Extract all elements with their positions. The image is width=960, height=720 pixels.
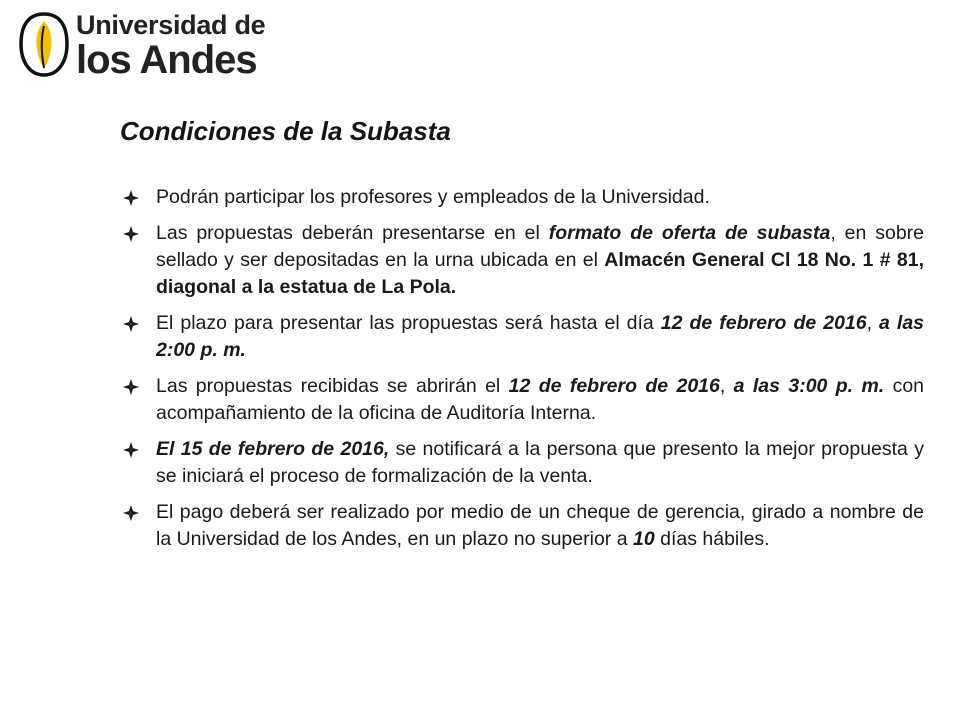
bullet-text [156,373,924,427]
bullet-text-segment: , [866,312,880,334]
bullet-text-segment: 10 [632,528,655,550]
logo-text-line1: Universidad de [76,10,266,40]
bullet-item [120,184,924,211]
bullet-text-segment: se notificará a la persona que presento la mejor propuesta y se iniciará el proceso de formalización de la venta. [156,438,924,487]
bullet-text-segment: formato de oferta de subasta [548,222,831,244]
diamond-bullet-icon [120,184,156,211]
bullet-text [156,184,924,211]
bullet-text-segment: Las propuestas recibidas se abrirán el [156,375,509,397]
diamond-bullet-icon [120,310,156,337]
bullet-text-segment: El plazo para presentar las propuestas será hasta el día [156,312,661,334]
bullet-text-segment: Podrán participar los profesores y empleados de la Universidad. [156,186,710,208]
bullet-item [120,310,924,364]
diamond-bullet-icon [120,373,156,400]
logo-text-line2: los Andes [76,38,257,82]
bullet-text-segment: con acompañamiento de la oficina de Auditoría Interna. [156,375,925,424]
bullet-item [120,499,924,553]
bullet-text [156,310,924,364]
bullet-text-segment: , en sobre sellado y ser depositadas en la urna ubicada en el [156,222,924,271]
bullet-text-segment: El 15 de febrero de 2016, [156,438,390,460]
bullet-item [120,436,924,490]
bullet-text [156,499,924,553]
bullet-text-segment: a las 2:00 p. m. [156,312,925,361]
bullet-text-segment: días hábiles. [654,528,770,550]
university-emblem-icon [18,12,70,78]
bullet-text [156,220,924,301]
bullet-text-segment: Las propuestas deberán presentarse en el [156,222,549,244]
bullet-text-segment: , [719,375,734,397]
bullet-item [120,373,924,427]
diamond-bullet-icon [120,499,156,526]
slide-title: Condiciones de la Subasta [120,116,451,146]
diamond-bullet-icon [120,436,156,463]
diamond-bullet-icon [120,220,156,247]
bullet-item [120,220,924,301]
bullet-text-segment: a las 3:00 p. m. [733,375,885,397]
bullet-text [156,436,924,490]
university-logo [18,10,265,80]
bullet-text-segment: Almacén General Cl 18 No. 1 # 81, diagonal a la estatua de La Pola. [156,249,924,298]
bullet-list [120,184,924,562]
bullet-text-segment: 12 de febrero de 2016 [660,312,867,334]
bullet-text-segment: El pago deberá ser realizado por medio de un cheque de gerencia, girado a nombre de la Universidad de los Andes, en un plazo no superior a [156,501,924,550]
bullet-text-segment: 12 de febrero de 2016 [508,375,720,397]
